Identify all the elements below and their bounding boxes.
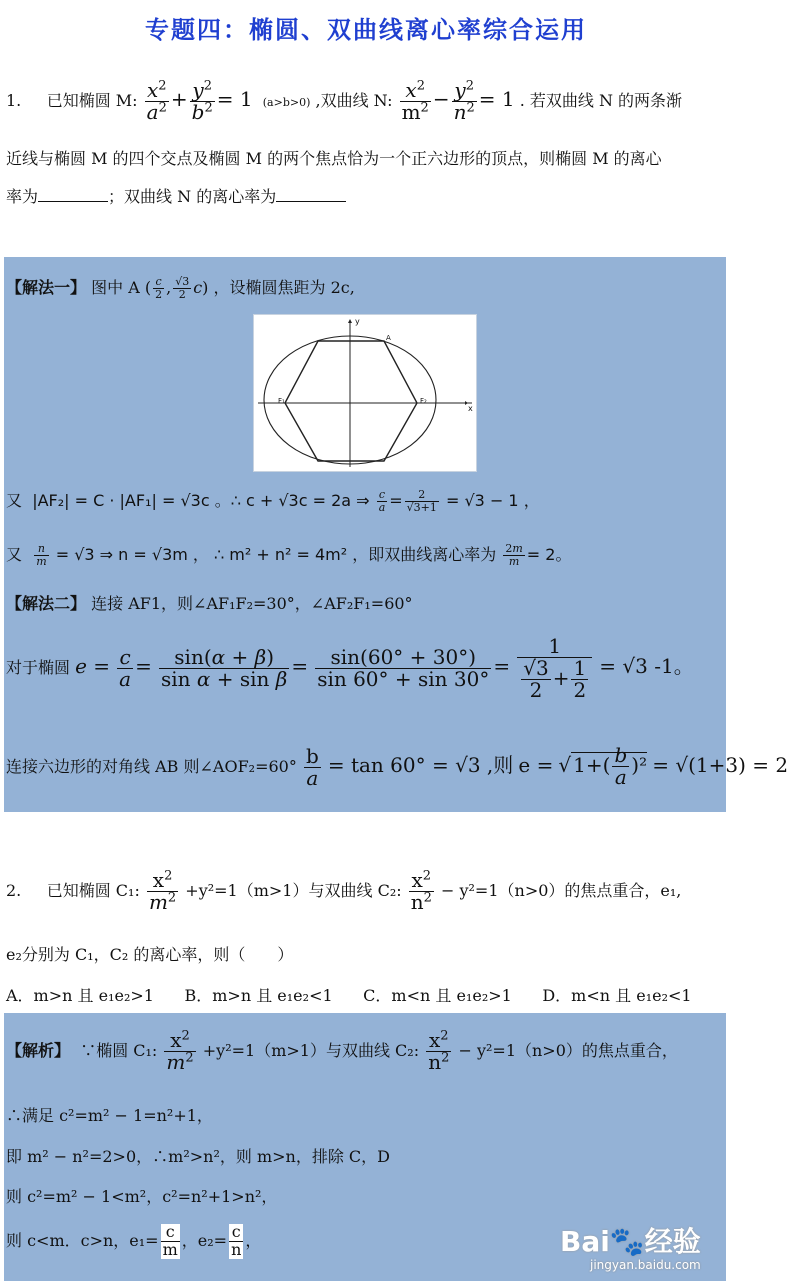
q2-options	[6, 983, 722, 1009]
option-b[interactable]: B．m>n 且 e₁e₂<1	[184, 986, 333, 1005]
baidu-jingyan-watermark	[560, 1220, 730, 1280]
q1-line1-a: 已知椭圆 M:	[46, 91, 138, 110]
sol1-line2: 又 |AF₂| = C · |AF₁| = √3c 。∴ c + √3c = 2a ⇒ $\frac{c}{a}$ = $\frac{2}{√3+1}$ = √3 − 1 ，	[6, 488, 540, 514]
sol3-line1: 【解析】 ∵椭圆 C₁: $\frac{x^2}{m^2}$ +y²=1（m>1）与双曲线 C₂: $\frac{x^2}{n^2}$ − y²=1（n>0）的焦点重合，	[6, 1028, 678, 1074]
focus-f1-label: F₁	[278, 397, 285, 405]
q1-condition: (a>b>0)	[262, 96, 311, 109]
option-d[interactable]: D．m<n 且 e₁e₂<1	[542, 986, 692, 1005]
q2-number: 2.	[6, 881, 22, 900]
sol1-line3: 又 $\frac{n}{m}$ = √3 ⇒ n = √3m ， ∴ m² + n² = 4m² ，即双曲线离心率为 $\frac{2m}{m}$ = 2。	[6, 542, 572, 568]
x-axis-label: x	[468, 404, 473, 413]
sol3-line2: ∴满足 c²=m² − 1=n²+1，	[6, 1106, 213, 1125]
focus-f2-label: F₂	[420, 397, 427, 405]
ellipse-equation: $\frac{x^2}{a^2}$	[146, 78, 167, 124]
q1-line2: 近线与椭圆 M 的四个交点及椭圆 M 的两个焦点恰为一个正六边形的顶点，则椭圆 M 的离心	[6, 149, 662, 168]
solution-1-tag: 【解法一】	[6, 278, 87, 297]
sol2-line2: 对于椭圆 e = $\frac{c}{a}$ = $\frac{\sin(\alpha + \beta)}{\text{sin α + sin β}}$ = $\frac{\sin(60^\circ + 30^\circ)}{\sin 60^\circ + \sin 30^\circ}$ = 1 $\frac{√3}{2}$ + $\frac{1}{2}$ = √3 -1。	[6, 634, 694, 702]
option-c[interactable]: C．m<n 且 e₁e₂>1	[363, 986, 512, 1005]
page-title: 专题四：椭圆、双曲线离心率综合运用	[145, 16, 587, 44]
answer-blank-1	[38, 189, 108, 202]
analysis-tag: 【解析】	[6, 1041, 71, 1060]
y-axis-label: y	[355, 317, 360, 326]
hexagon-ellipse-figure	[253, 314, 477, 472]
sol3-line5: 则 c<m．c>n，e₁= $\frac{c}{m}$ ，e₂= $\frac{c}{n}$ ，	[6, 1222, 262, 1259]
option-a[interactable]: A．m>n 且 e₁e₂>1	[6, 986, 154, 1005]
baidu-logo: Bai🐾经验	[560, 1225, 701, 1258]
q1-line3: 率为 ；双曲线 N 的离心率为	[6, 184, 722, 210]
q2-line1: 2. 已知椭圆 C₁: $\frac{x^2}{m^2}$ +y²=1（m>1）与双曲线 C₂: $\frac{x^2}{n^2}$ − y²=1（n>0）的焦点重合，e₁,	[6, 868, 682, 914]
answer-blank-2	[276, 189, 346, 202]
q1-line1: 1. 已知椭圆 M: $\frac{x^2}{a^2}$ + $\frac{y^2}{b^2}$ = 1 (a>b>0) ,双曲线 N: $\frac{x^2}{m^2}$ − $\frac{y^2}{n^2}$ = 1 . 若双曲线 N 的两条渐	[6, 78, 683, 124]
sol3-line4: 则 c²=m² − 1<m²，c²=n²+1>n²，	[6, 1187, 278, 1206]
q2-line2: e₂分别为 C₁，C₂ 的离心率，则（ ）	[6, 945, 294, 964]
watermark-url: jingyan.baidu.com	[590, 1258, 701, 1272]
point-a-label: A	[386, 334, 391, 342]
hyperbola-equation: $\frac{x^2}{m^2}$	[401, 78, 429, 124]
q1-line1-c: . 若双曲线 N 的两条渐	[519, 91, 683, 110]
q1-line1-b: ,双曲线 N:	[315, 91, 393, 110]
sol2-line3: 连接六边形的对角线 AB 则∠AOF₂=60° $\frac{b}{a}$ = tan 60° = √3 ,则 e = √ 1+( $\frac{b}{a}$ )² = √(1+3) = 2	[6, 743, 788, 790]
solution-2-tag: 【解法二】	[6, 594, 87, 613]
sol2-line1: 【解法二】 连接 AF1，则∠AF₁F₂=30°，∠AF₂F₁=60°	[6, 594, 413, 613]
q1-number: 1.	[6, 91, 22, 110]
sol3-line3: 即 m² − n²=2>0，∴m²>n²，则 m>n，排除 C，D	[6, 1147, 390, 1166]
sol1-intro: 【解法一】 图中 A ( $\frac{c}{2}$ , $\frac{√3}{2}$ c) ，设椭圆焦距为 2c,	[6, 275, 355, 301]
